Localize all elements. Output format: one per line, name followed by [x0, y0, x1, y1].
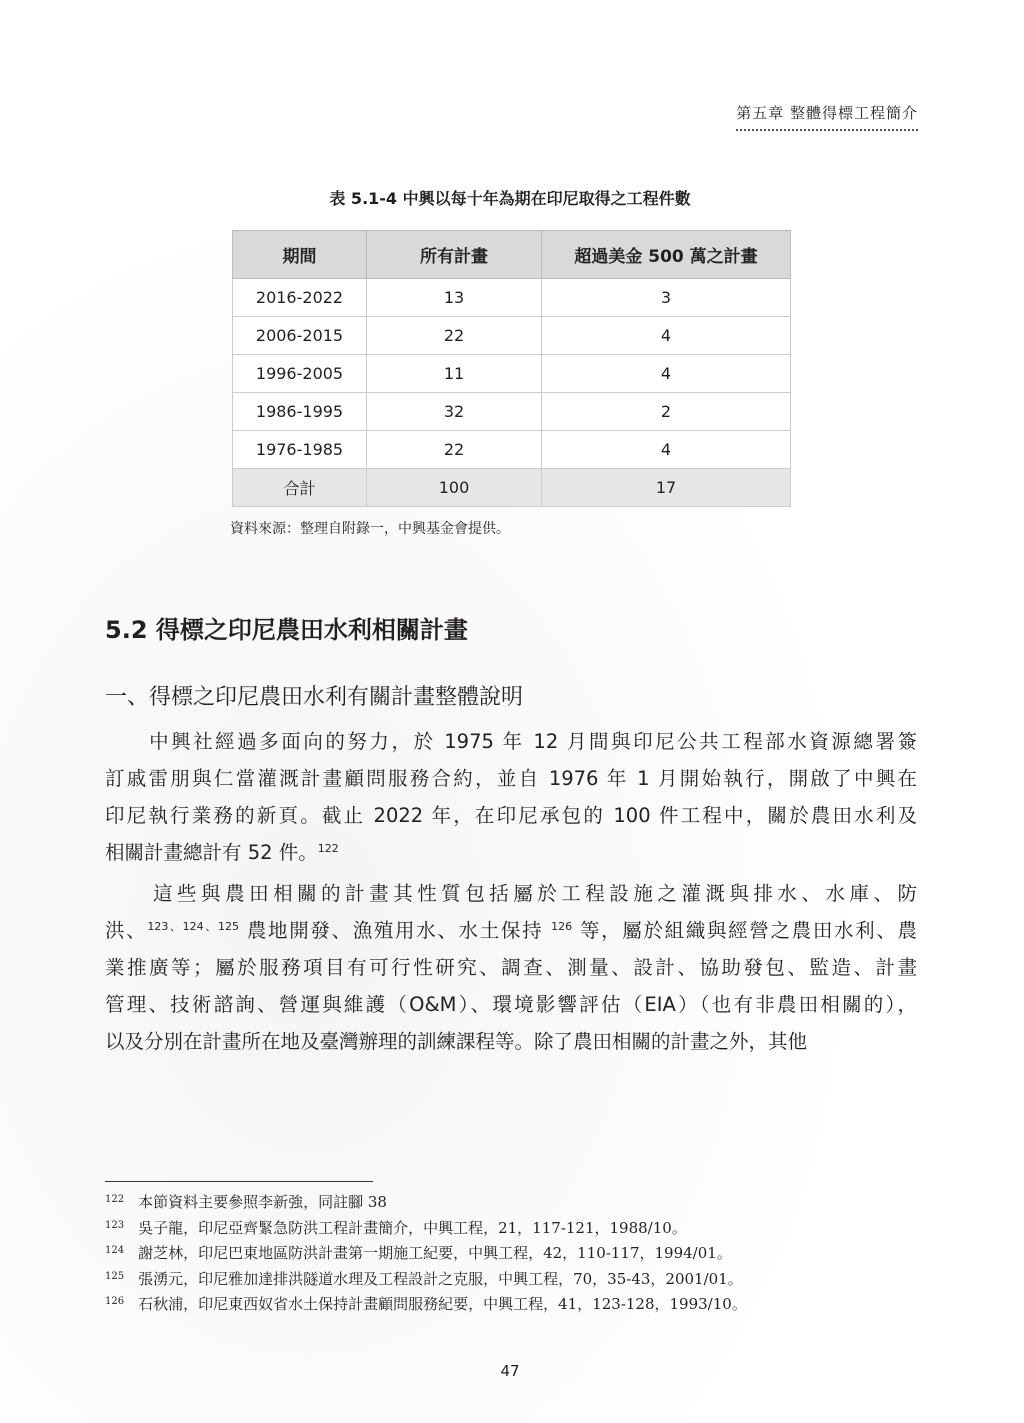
table-row	[233, 355, 791, 393]
table-cell: 1996-2005	[233, 355, 367, 393]
footnote-number: 124	[105, 1245, 125, 1257]
table-row	[233, 279, 791, 317]
page-number: 47	[500, 1362, 520, 1380]
column-header: 超過美金 500 萬之計畫	[542, 231, 791, 279]
text: 等，屬於組織與經營之農田水利、農	[572, 919, 917, 942]
text-line: 印尼執行業務的新頁。截止 2022 年，在印尼承包的 100 件工程中，關於農田水利及	[105, 804, 917, 827]
paragraph-1	[105, 723, 917, 871]
text-line: 中興社經過多面向的努力，於 1975 年 12 月間與印尼公共工程部水資源總署簽	[105, 730, 917, 753]
footnote	[105, 1192, 387, 1212]
table-row	[233, 317, 791, 355]
table-source: 資料來源：整理自附錄一，中興基金會提供。	[230, 521, 510, 537]
table-row	[233, 393, 791, 431]
table-row	[233, 431, 791, 469]
footnote	[105, 1218, 687, 1238]
footnote-text: 吳子龍，印尼亞齊緊急防洪工程計畫簡介，中興工程，21，117-121，1988/10。	[138, 1218, 687, 1237]
text-line: 這些與農田相關的計畫其性質包括屬於工程設施之灌溉與排水、水庫、防	[105, 882, 917, 905]
table-cell: 2	[542, 393, 791, 431]
footnote-text: 本節資料主要參照李新強，同註腳 38	[138, 1193, 387, 1211]
table-cell: 1986-1995	[233, 393, 367, 431]
table-cell: 2016-2022	[233, 279, 367, 317]
text-line	[105, 912, 917, 949]
footnote-ref[interactable]: 126	[551, 920, 573, 933]
paragraph-2	[105, 875, 917, 1060]
footnote-text: 謝芝林，印尼巴東地區防洪計畫第一期施工紀要，中興工程，42，110-117，1994/01。	[138, 1244, 732, 1263]
text: 洪、	[105, 919, 148, 942]
table-cell: 1976-1985	[233, 431, 367, 469]
section-title: 5.2 得標之印尼農田水利相關計畫	[105, 616, 468, 644]
text-line: 訂戚雷朋與仁當灌溉計畫顧問服務合約，並自 1976 年 1 月開始執行，開啟了中興在	[105, 767, 917, 790]
footnote-number: 122	[105, 1194, 125, 1205]
text-line	[105, 834, 917, 871]
table-cell: 22	[367, 431, 542, 469]
projects-table	[232, 230, 791, 507]
table-cell: 4	[542, 317, 791, 355]
footnote-number: 125	[105, 1270, 125, 1282]
table-cell: 13	[367, 279, 542, 317]
text-line: 以及分別在計畫所在地及臺灣辦理的訓練課程等。除了農田相關的計畫之外，其他	[105, 1030, 808, 1053]
running-header: 第五章 整體得標工程簡介	[736, 102, 918, 131]
table-cell: 100	[367, 469, 542, 507]
text: 農地開發、漁殖用水、水土保持	[239, 919, 552, 942]
column-header: 所有計畫	[367, 231, 542, 279]
table-cell: 32	[367, 393, 542, 431]
footnote-number: 123	[105, 1219, 125, 1231]
footnote-ref[interactable]: 123、124、125	[147, 920, 240, 933]
footnote-text: 張湧元，印尼雅加達排洪隧道水理及工程設計之克服，中興工程，70，35-43，2001/01。	[138, 1269, 743, 1288]
table-cell: 4	[542, 355, 791, 393]
table-cell: 3	[542, 279, 791, 317]
footnote	[105, 1294, 747, 1314]
column-header: 期間	[233, 231, 367, 279]
footnote-divider	[105, 1181, 373, 1182]
text: 相關計畫總計有 52 件。	[105, 841, 318, 864]
table-caption: 表 5.1-4 中興以每十年為期在印尼取得之工程件數	[329, 189, 691, 208]
footnote	[105, 1243, 732, 1263]
subsection-title: 一、得標之印尼農田水利有關計畫整體說明	[105, 685, 524, 710]
table-row	[233, 469, 791, 507]
footnote-number: 126	[105, 1296, 125, 1308]
table-cell: 22	[367, 317, 542, 355]
table-cell: 2006-2015	[233, 317, 367, 355]
text-line: 業推廣等；屬於服務項目有可行性研究、調查、測量、設計、協助發包、監造、計畫	[105, 956, 917, 979]
table-cell: 合計	[233, 469, 367, 507]
table-cell: 11	[367, 355, 542, 393]
text-line: 管理、技術諮詢、營運與維護（O&M）、環境影響評估（EIA）（也有非農田相關的），	[105, 993, 917, 1016]
footnote-ref[interactable]: 122	[317, 842, 339, 855]
table-cell: 17	[542, 469, 791, 507]
table-cell: 4	[542, 431, 791, 469]
footnote-text: 石秋浦，印尼東西奴省水土保持計畫顧問服務紀要，中興工程，41，123-128，1993/10。	[138, 1295, 747, 1314]
footnote	[105, 1269, 743, 1289]
